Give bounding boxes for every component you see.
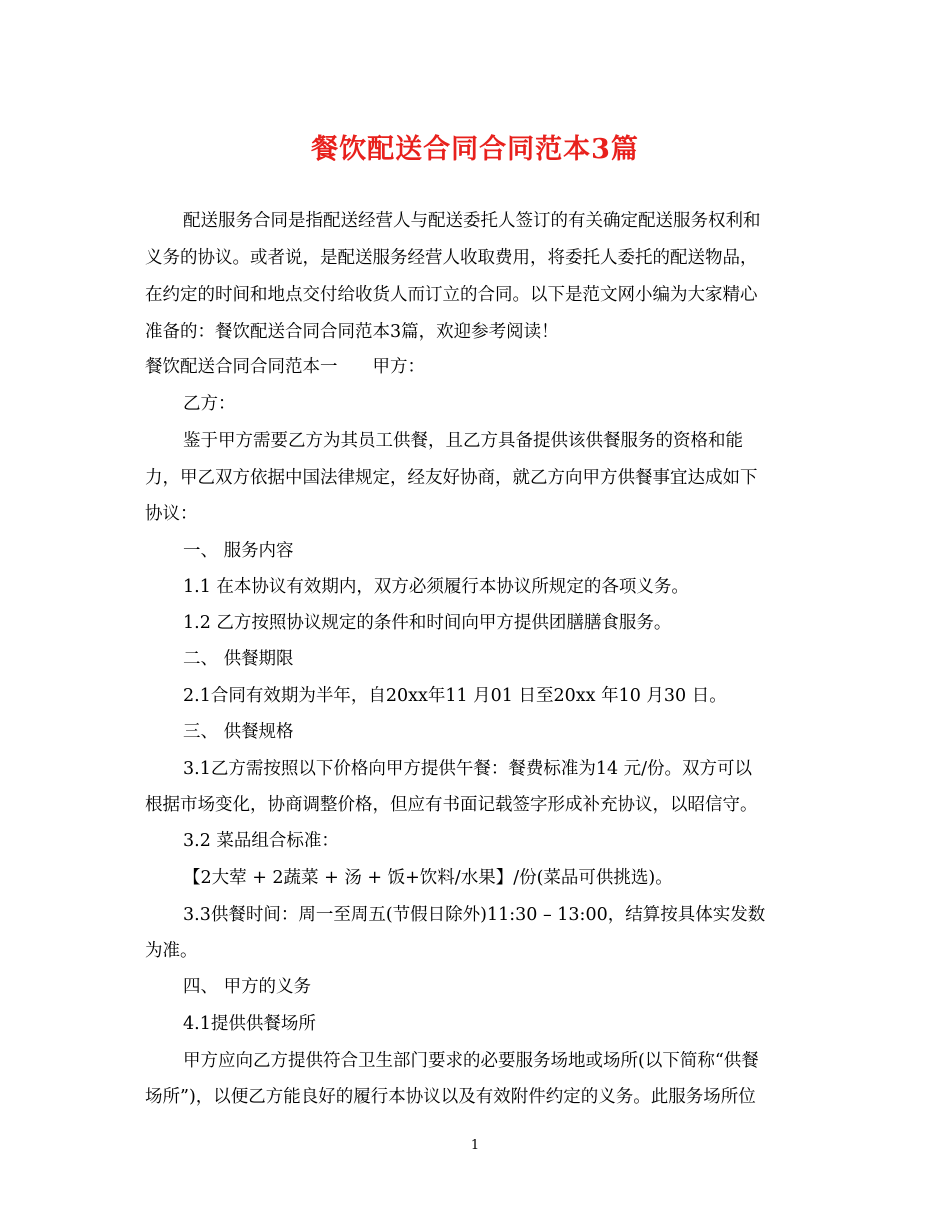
- paragraph-line: 配送服务合同是指配送经营人与配送委托人签订的有关确定配送服务权利和: [183, 211, 761, 231]
- section-heading: 三、 供餐规格: [183, 722, 294, 742]
- paragraph-line: 【2大荤 + 2蔬菜 + 汤 + 饭+饮料/水果】/份(菜品可供挑选)。: [183, 868, 673, 888]
- paragraph-line: 场所”)，以便乙方能良好的履行本协议以及有效附件约定的义务。此服务场所位: [145, 1087, 756, 1107]
- paragraph-line: 力，甲乙双方依据中国法律规定，经友好协商，就乙方向甲方供餐事宜达成如下: [145, 468, 758, 488]
- paragraph-line: 3.2 菜品组合标准：: [183, 831, 339, 851]
- paragraph-line: 为准。: [145, 941, 198, 961]
- paragraph-line: 乙方：: [183, 394, 236, 414]
- paragraph-line: 1.1 在本协议有效期内，双方必须履行本协议所规定的各项义务。: [183, 577, 689, 597]
- paragraph-line: 在约定的时间和地点交付给收货人而订立的合同。以下是范文网小编为大家精心: [145, 285, 758, 305]
- paragraph-line: 餐饮配送合同合同范本一 甲方：: [145, 357, 425, 377]
- paragraph-line: 甲方应向乙方提供符合卫生部门要求的必要服务场地或场所(以下简称“供餐: [183, 1051, 759, 1071]
- paragraph-line: 3.1乙方需按照以下价格向甲方提供午餐：餐费标准为14 元/份。双方可以: [183, 759, 753, 779]
- paragraph-line: 根据市场变化，协商调整价格，但应有书面记载签字形成补充协议，以昭信守。: [145, 795, 758, 815]
- page-number: 1: [470, 1138, 480, 1153]
- section-heading: 一、 服务内容: [183, 541, 294, 561]
- section-heading: 四、 甲方的义务: [183, 977, 312, 997]
- paragraph-line: 准备的：餐饮配送合同合同范本3篇，欢迎参考阅读！: [145, 322, 559, 342]
- paragraph-line: 义务的协议。或者说，是配送服务经营人收取费用，将委托人委托的配送物品，: [145, 248, 758, 268]
- paragraph-line: 鉴于甲方需要乙方为其员工供餐，且乙方具备提供该供餐服务的资格和能: [183, 431, 743, 451]
- paragraph-line: 4.1提供供餐场所: [183, 1014, 316, 1034]
- paragraph-line: 1.2 乙方按照协议规定的条件和时间向甲方提供团膳膳食服务。: [183, 613, 672, 633]
- paragraph-line: 2.1合同有效期为半年，自20xx年11 月01 日至20xx 年10 月30 日。: [183, 686, 727, 706]
- paragraph-line: 3.3供餐时间：周一至周五(节假日除外)11:30 – 13:00，结算按具体实发数: [183, 905, 766, 925]
- paragraph-line: 协议：: [145, 504, 198, 524]
- document-title: 餐饮配送合同合同范本3篇: [311, 134, 639, 165]
- section-heading: 二、 供餐期限: [183, 649, 294, 669]
